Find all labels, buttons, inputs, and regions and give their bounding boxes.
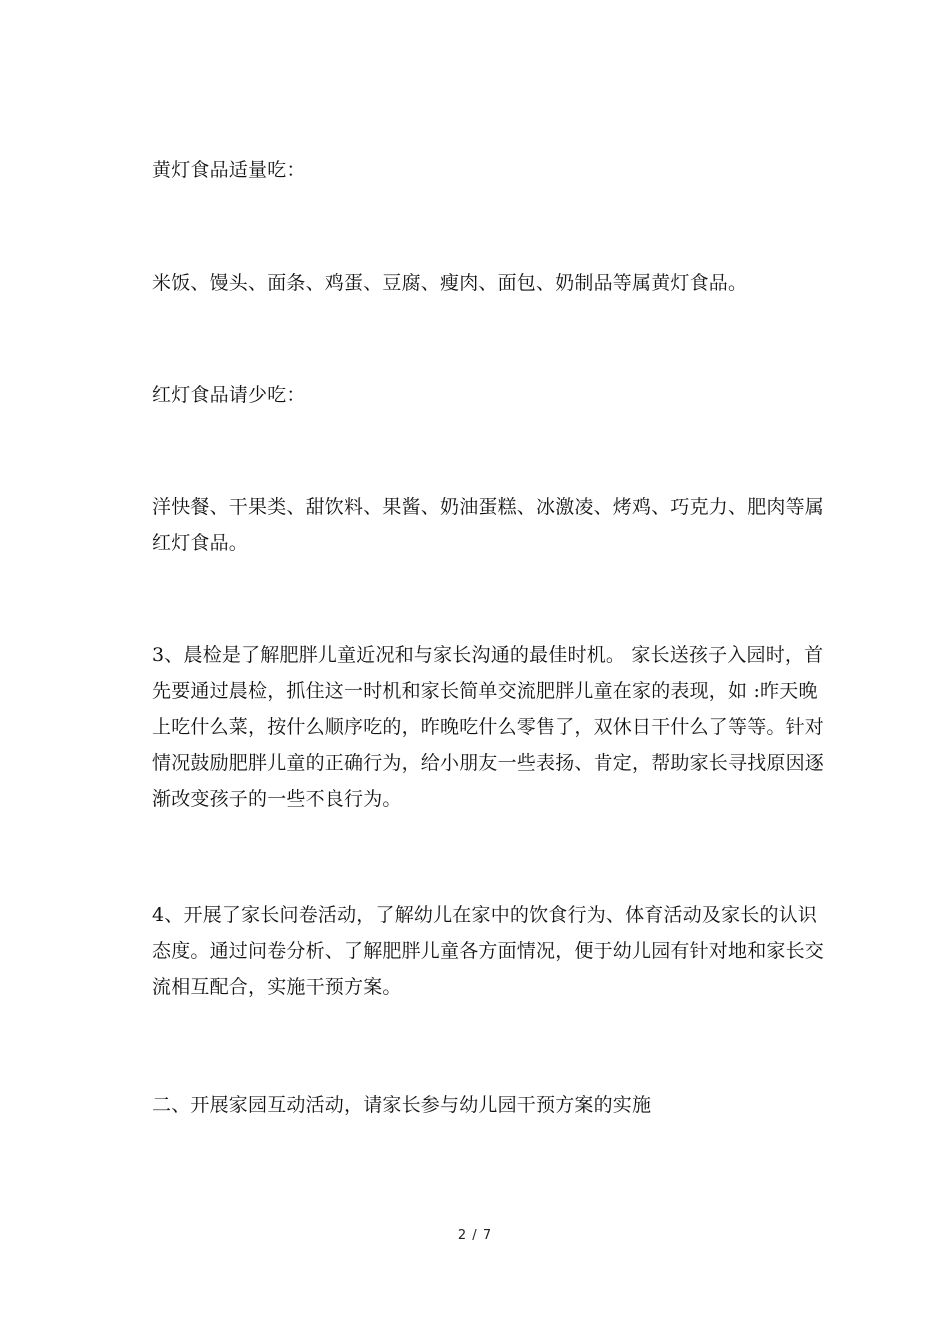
red-light-foods-paragraph: 洋快餐、干果类、甜饮料、果酱、奶油蛋糕、冰激凌、烤鸡、巧克力、肥肉等属红灯食品。	[152, 496, 825, 554]
page-number: 2 / 7	[457, 1228, 493, 1243]
yellow-light-heading: 黄灯食品适量吃：	[152, 159, 306, 181]
morning-check-paragraph: 3、晨检是了解肥胖儿童近况和与家长沟通的最佳时机。 家长送孩子入园时，首先要通过晨检，抓住这一时机和家长简单交流肥胖儿童在家的表现，如 :昨天晚上吃什么菜，按什么顺序吃的，昨晚吃什么零售了，双休日干什么了等等。针对情况鼓励肥胖儿童的正确行为，给小朋友一些表扬、肯定，帮助家长寻找原因逐渐改变孩子的一些不良行为。	[152, 644, 825, 810]
section-heading-home-school: 二、开展家园互动活动，请家长参与幼儿园干预方案的实施	[152, 1094, 652, 1116]
red-light-heading: 红灯食品请少吃：	[152, 384, 306, 406]
yellow-light-foods-paragraph: 米饭、馒头、面条、鸡蛋、豆腐、瘦肉、面包、奶制品等属黄灯食品。	[152, 272, 748, 294]
questionnaire-paragraph: 4、开展了家长问卷活动，了解幼儿在家中的饮食行为、体育活动及家长的认识态度。通过问卷分析、了解肥胖儿童各方面情况，便于幼儿园有针对地和家长交流相互配合，实施干预方案。	[152, 904, 825, 998]
